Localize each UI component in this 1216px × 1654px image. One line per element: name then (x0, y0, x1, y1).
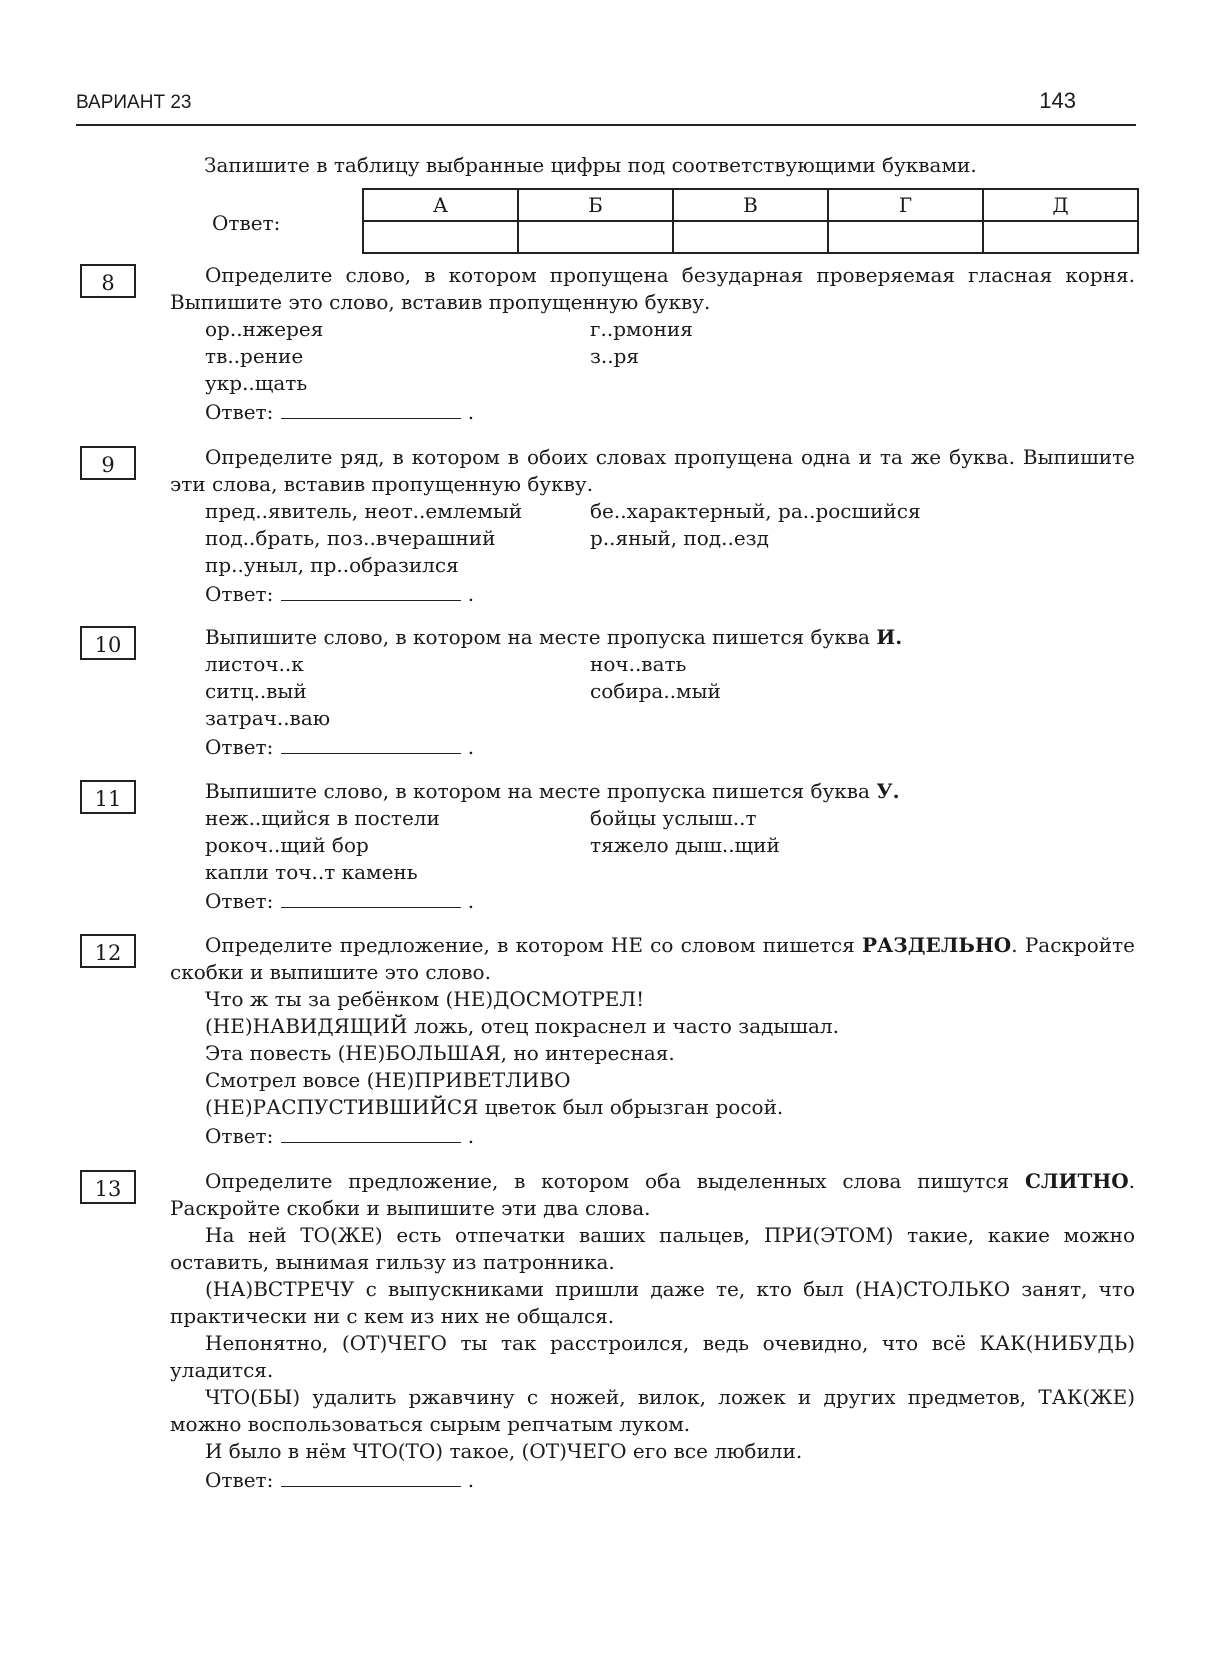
task-12-keyword: РАЗДЕЛЬНО (861, 933, 1012, 957)
word-option: капли точ..т камень (205, 860, 418, 884)
task-8-words (205, 316, 1135, 397)
word-option: укр..щать (205, 371, 308, 395)
task-13-sentence: ЧТО(БЫ) удалить ржавчину с ножей, вилок, ложек и других предметов, ТАК(ЖЕ) можно воспользоваться сырым репчатым луком. (170, 1385, 1135, 1436)
word-option: р..яный, под..езд (590, 526, 769, 550)
answer-blank[interactable] (281, 400, 461, 419)
task-12 (170, 932, 1135, 1151)
answer-table-header-cell: В (673, 189, 828, 221)
task-13-text (170, 1168, 1135, 1222)
task-10-text (170, 624, 1135, 651)
task-10-words (205, 651, 1135, 732)
answer-label: Ответ: (205, 400, 274, 424)
task-number-11: 11 (80, 780, 136, 814)
word-option: ор..нжерея (205, 317, 324, 341)
word-option: бе..характерный, ра..росшийся (590, 499, 921, 523)
task-9-words (205, 498, 1135, 579)
word-option: бойцы услыш..т (590, 806, 757, 830)
answer-table-header-cell: А (363, 189, 518, 221)
word-option: листоч..к (205, 652, 304, 676)
task-11-text (170, 778, 1135, 805)
task-10-prompt: Выпишите слово, в котором на месте пропуска пишется буква (205, 625, 870, 649)
task-11-letter: У. (876, 779, 900, 803)
task-number-8: 8 (80, 264, 136, 298)
page-number: 143 (1039, 88, 1076, 113)
task-12-prompt-end: . Раскройте скобки и выпишите это слово. (170, 933, 1135, 984)
task-13-keyword: СЛИТНО (1024, 1169, 1129, 1193)
task-12-sentence: (НЕ)НАВИДЯЩИЙ ложь, отец покраснел и часто задышал. (205, 1014, 839, 1038)
word-option: з..ря (590, 344, 640, 368)
word-option: г..рмония (590, 317, 693, 341)
task-11-prompt: Выпишите слово, в котором на месте пропуска пишется буква (205, 779, 870, 803)
answer-table-header-cell: Г (828, 189, 983, 221)
word-option: собира..мый (590, 679, 721, 703)
answer-blank[interactable] (281, 1124, 461, 1143)
task-13 (170, 1168, 1135, 1495)
task-12-text (170, 932, 1135, 986)
task-number-9: 9 (80, 446, 136, 480)
running-header: ВАРИАНТ 23 (76, 92, 192, 113)
task-8 (170, 262, 1135, 427)
answer-label: Ответ: (205, 1468, 274, 1492)
answer-table-header-cell: Д (983, 189, 1138, 221)
task-number-12: 12 (80, 934, 136, 968)
task-number-10: 10 (80, 626, 136, 660)
answer-label: Ответ: (205, 889, 274, 913)
task-12-sentence: Смотрел вовсе (НЕ)ПРИВЕТЛИВО (205, 1068, 571, 1092)
task-13-prompt-end: . Раскройте скобки и выпишите эти два слова. (170, 1169, 1135, 1220)
task-9 (170, 444, 1135, 609)
word-option: под..брать, поз..вчерашний (205, 526, 496, 550)
answer-blank[interactable] (281, 1468, 461, 1487)
word-option: ситц..вый (205, 679, 307, 703)
task-11 (170, 778, 1135, 916)
task-10-letter: И. (876, 625, 903, 649)
task-12-sentence: Что ж ты за ребёнком (НЕ)ДОСМОТРЕЛ! (205, 987, 645, 1011)
task-12-prompt: Определите предложение, в котором НЕ со словом пишется (205, 933, 855, 957)
answer-blank[interactable] (281, 735, 461, 754)
word-option: затрач..ваю (205, 706, 331, 730)
answer-table-input-cell[interactable] (828, 221, 983, 253)
task-13-prompt: Определите предложение, в котором оба выделенных слова пишутся (205, 1169, 1010, 1193)
answer-table-input-cell[interactable] (518, 221, 673, 253)
task-9-text: Определите ряд, в котором в обоих словах пропущена одна и та же буква. Выпишите эти слова, вставив пропущенную букву. (170, 445, 1135, 496)
answer-table-header-cell: Б (518, 189, 673, 221)
task-11-answer: Ответ: . (205, 889, 475, 913)
answer-blank[interactable] (281, 582, 461, 601)
task-number-13: 13 (80, 1170, 136, 1204)
header-divider (76, 124, 1136, 126)
answer-table-input-cell[interactable] (673, 221, 828, 253)
task-13-answer: Ответ: . (205, 1468, 475, 1492)
answer-label: Ответ: (205, 1124, 274, 1148)
table-answer-label: Ответ: (212, 211, 281, 235)
word-option: пр..уныл, пр..образился (205, 553, 459, 577)
answer-table (362, 188, 1139, 254)
answer-table-header-row (363, 189, 1138, 221)
word-option: рокоч..щий бор (205, 833, 369, 857)
task-8-answer: Ответ: . (205, 400, 475, 424)
task-13-sentence: И было в нём ЧТО(ТО) такое, (ОТ)ЧЕГО его все любили. (205, 1439, 803, 1463)
task-13-sentence: Непонятно, (ОТ)ЧЕГО ты так расстроился, ведь очевидно, что всё КАК(НИБУДЬ) уладится. (170, 1331, 1135, 1382)
answer-table-input-row (363, 221, 1138, 253)
answer-table-input-cell[interactable] (363, 221, 518, 253)
task-9-answer: Ответ: . (205, 582, 475, 606)
task-12-sentence: (НЕ)РАСПУСТИВШИЙСЯ цветок был обрызган росой. (205, 1095, 784, 1119)
answer-table-input-cell[interactable] (983, 221, 1138, 253)
word-option: неж..щийся в постели (205, 806, 440, 830)
task-10-answer: Ответ: . (205, 735, 475, 759)
word-option: пред..явитель, неот..емлемый (205, 499, 523, 523)
task-8-text: Определите слово, в котором пропущена безударная проверяемая гласная корня. Выпишите это слово, вставив пропущенную букву. (170, 263, 1135, 314)
word-option: тяжело дыш..щий (590, 833, 780, 857)
task-12-answer: Ответ: . (205, 1124, 475, 1148)
task-11-words (205, 805, 1135, 886)
task-12-sentence: Эта повесть (НЕ)БОЛЬШАЯ, но интересная. (205, 1041, 675, 1065)
word-option: тв..рение (205, 344, 304, 368)
task-13-sentence: (НА)ВСТРЕЧУ с выпускниками пришли даже те, кто был (НА)СТОЛЬКО занят, что практически ни с кем из них не общался. (170, 1277, 1135, 1328)
answer-blank[interactable] (281, 889, 461, 908)
table-instruction: Запишите в таблицу выбранные цифры под соответствующими буквами. (204, 153, 977, 177)
answer-label: Ответ: (205, 735, 274, 759)
answer-label: Ответ: (205, 582, 274, 606)
task-10 (170, 624, 1135, 762)
task-13-sentence: На ней ТО(ЖЕ) есть отпечатки ваших пальцев, ПРИ(ЭТОМ) такие, какие можно оставить, вынимая гильзу из патронника. (170, 1223, 1135, 1274)
word-option: ноч..вать (590, 652, 687, 676)
